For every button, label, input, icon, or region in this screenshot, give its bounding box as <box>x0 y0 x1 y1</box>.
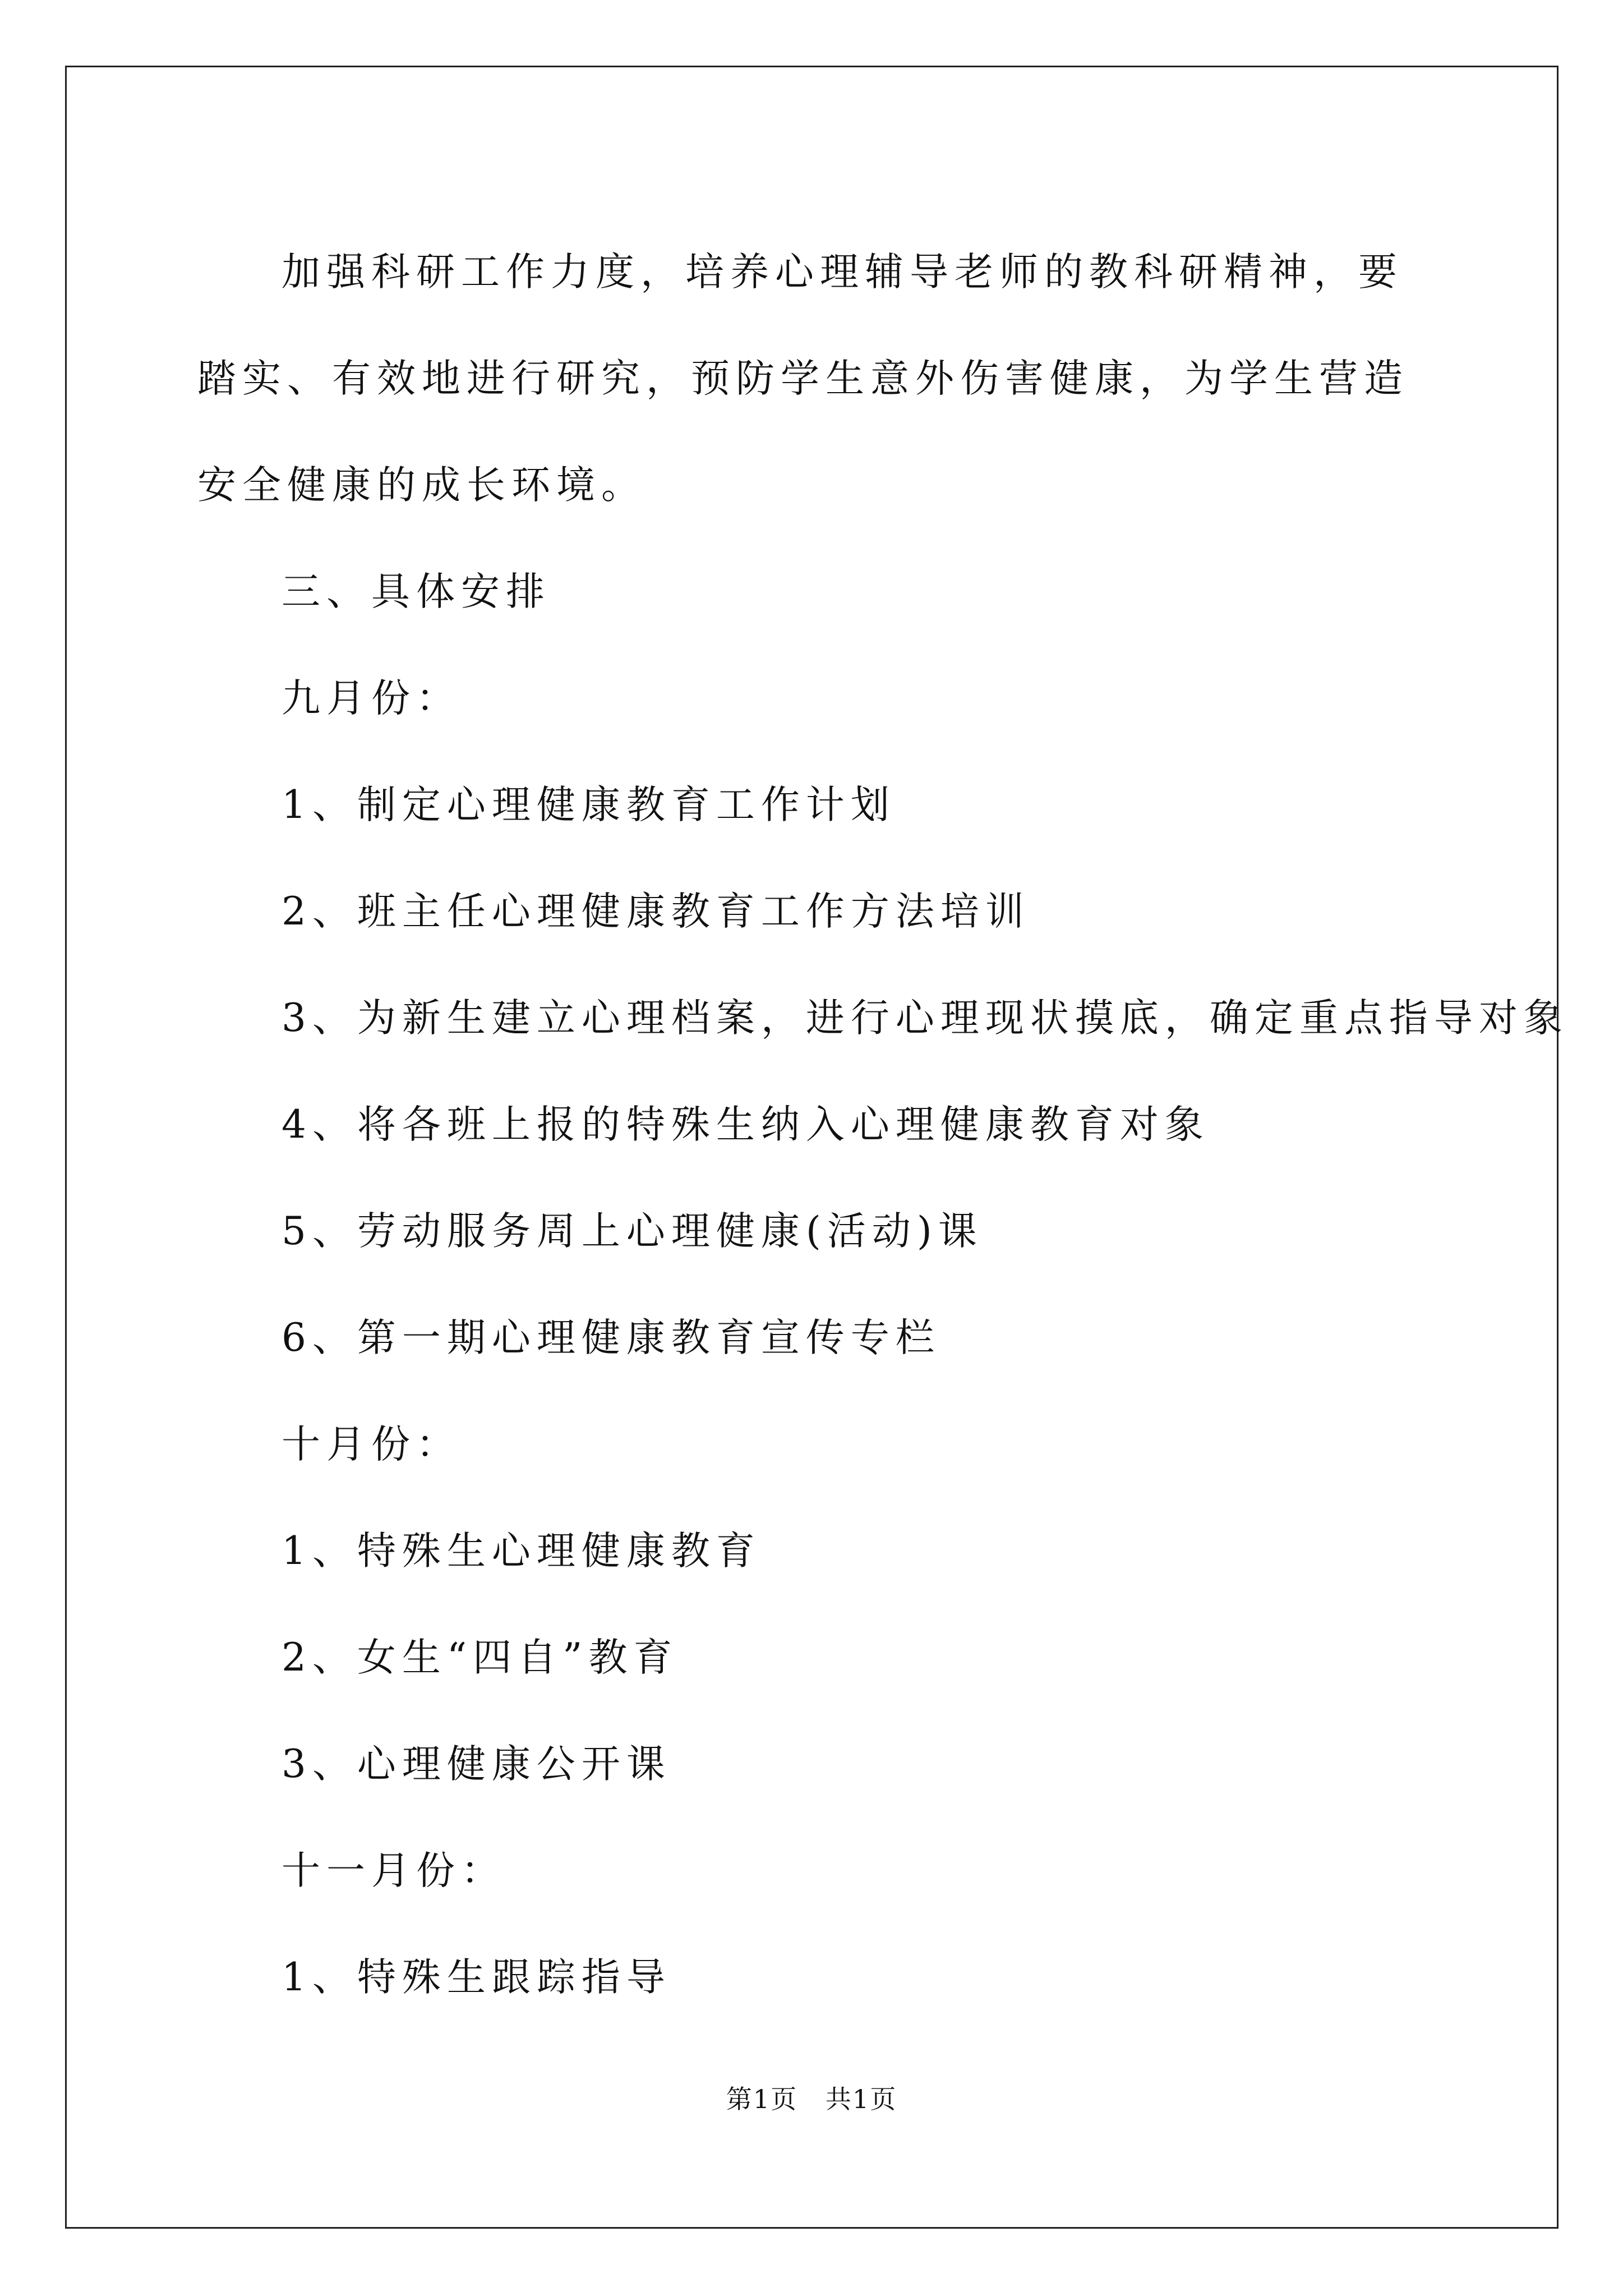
paragraph-research: 加强科研工作力度，培养心理辅导老师的教科研精神，要踏实、有效地进行研究，预防学生意外伤害健康，为学生营造安全健康的成长环境。 <box>197 250 1409 508</box>
list-item: 4、将各班上报的特殊生纳入心理健康教育对象 <box>282 1102 1210 1147</box>
list-item: 2、女生“四自”教育 <box>282 1635 679 1680</box>
list-item: 5、劳动服务周上心理健康(活动)课 <box>282 1209 983 1254</box>
list-item: 1、特殊生跟踪指导 <box>282 1955 671 2000</box>
heading-september: 九月份： <box>282 676 461 721</box>
heading-october: 十月份： <box>282 1422 461 1467</box>
list-item: 3、心理健康公开课 <box>282 1742 671 1787</box>
list-item: 2、班主任心理健康教育工作方法培训 <box>282 889 1030 934</box>
document-body <box>197 219 1569 2031</box>
heading-specific-arrangements: 三、具体安排 <box>282 569 551 614</box>
heading-november: 十一月份： <box>282 1848 506 1893</box>
list-item: 1、制定心理健康教育工作计划 <box>282 783 896 827</box>
list-item: 6、第一期心理健康教育宣传专栏 <box>282 1315 940 1360</box>
list-item: 1、特殊生心理健康教育 <box>282 1529 761 1573</box>
list-item: 3、为新生建立心理档案，进行心理现状摸底，确定重点指导对象 <box>282 996 1569 1041</box>
page-number-footer: 第1页 共1页 <box>726 2084 897 2114</box>
